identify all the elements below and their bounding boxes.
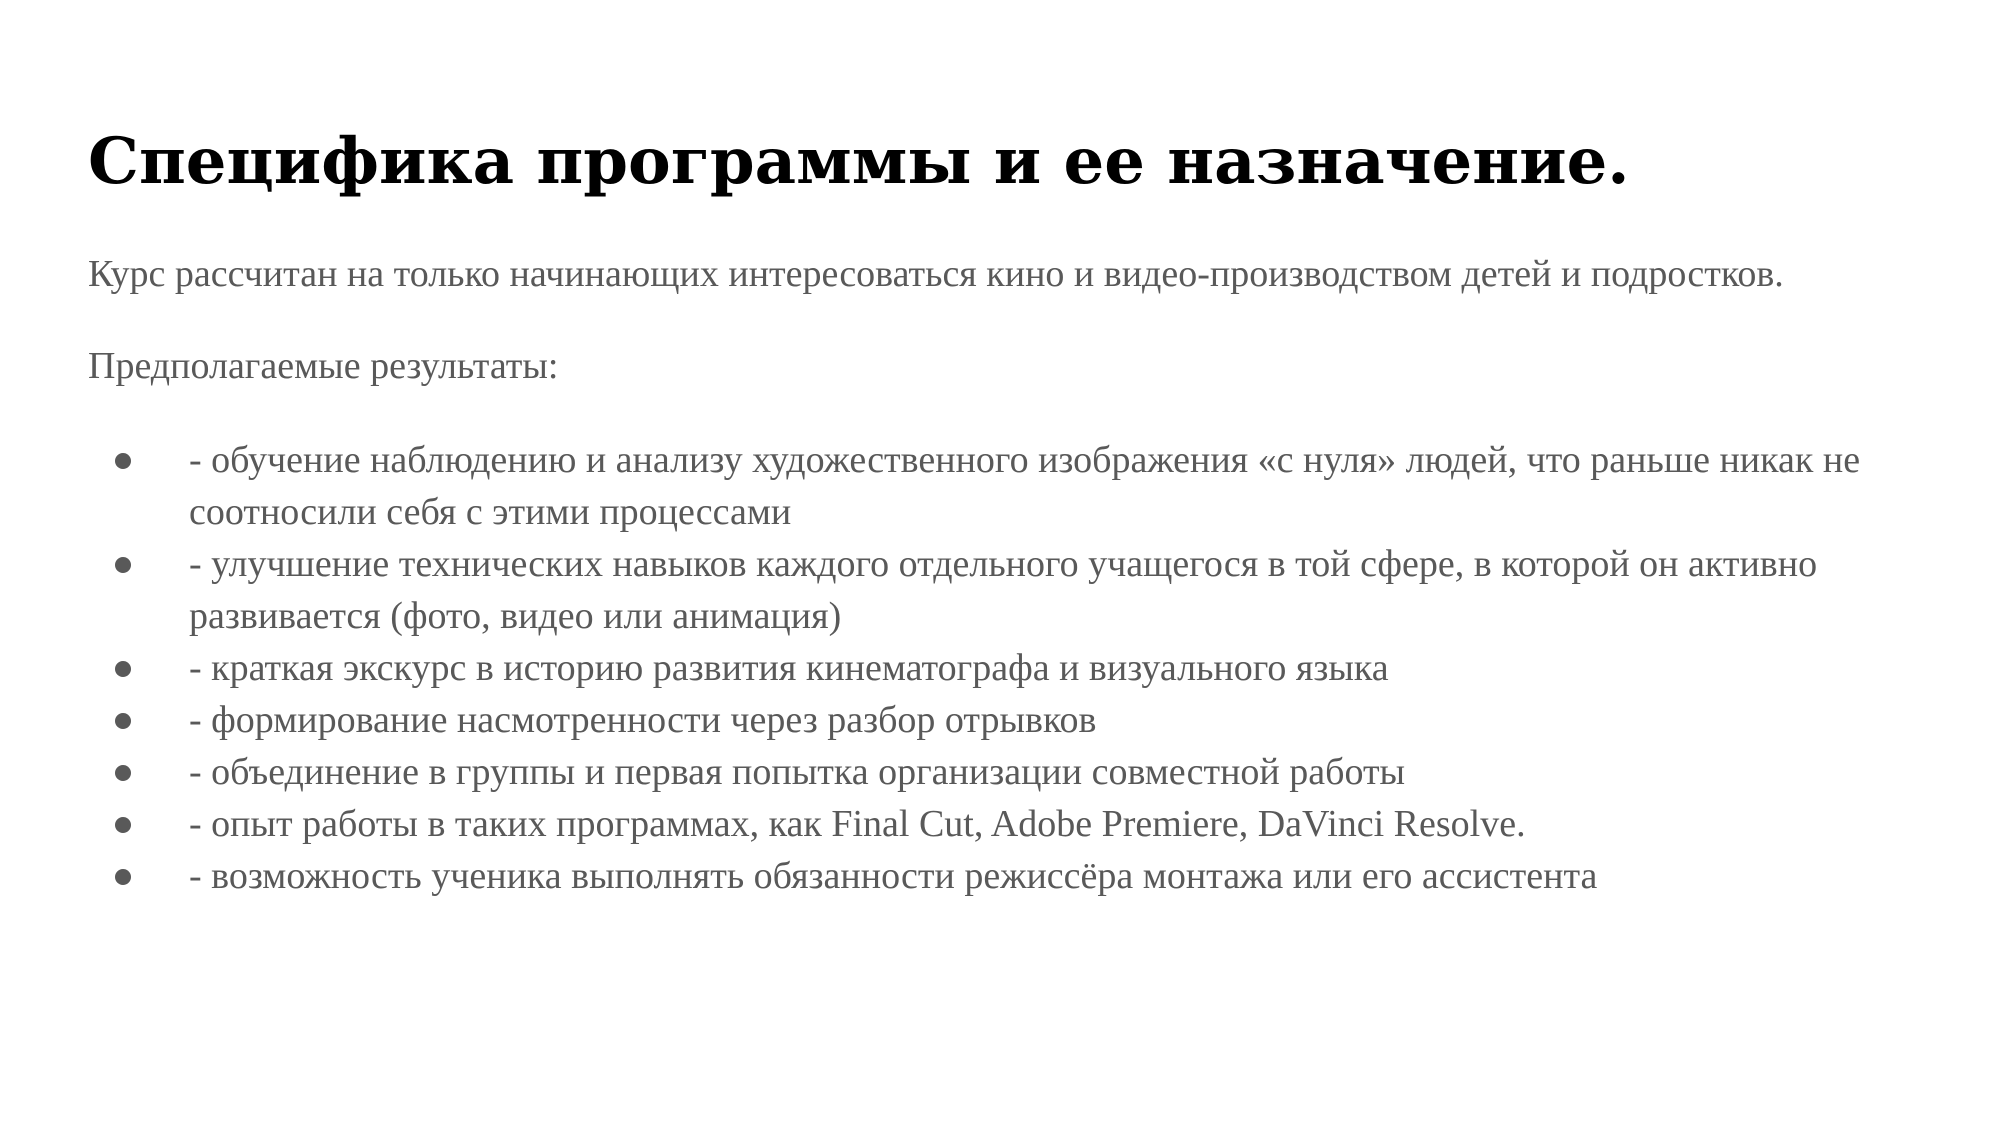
list-item: [88, 694, 1948, 746]
bullet-dot-icon: [115, 713, 131, 729]
slide-title: Специфика программы и ее назначение.: [88, 124, 1630, 199]
list-item-text: - опыт работы в таких программах, как Final Cut, Adobe Premiere, DaVinci Resolve.: [189, 803, 1526, 845]
list-item: [88, 746, 1948, 798]
list-item: [88, 434, 1948, 538]
bullet-dot-icon: [115, 817, 131, 833]
list-item: [88, 538, 1948, 642]
bullet-dot-icon: [115, 453, 131, 469]
results-heading: Предполагаемые результаты:: [88, 345, 559, 387]
list-item: [88, 850, 1948, 902]
list-item-text: - краткая экскурс в историю развития кинематографа и визуального языка: [189, 647, 1389, 689]
list-item-text: - улучшение технических навыков каждого отдельного учащегося в той сфере, в которой он активно развивается (фото, видео или анимация): [189, 543, 1818, 637]
results-list: [88, 434, 1948, 902]
intro-text: Курс рассчитан на только начинающих интересоваться кино и видео-производством детей и подростков.: [88, 253, 1784, 295]
bullet-dot-icon: [115, 765, 131, 781]
list-item-text: - формирование насмотренности через разбор отрывков: [189, 699, 1097, 741]
list-item: [88, 642, 1948, 694]
list-item-text: - возможность ученика выполнять обязанности режиссёра монтажа или его ассистента: [189, 855, 1598, 897]
bullet-dot-icon: [115, 869, 131, 885]
list-item-text: - объединение в группы и первая попытка организации совместной работы: [189, 751, 1406, 793]
bullet-dot-icon: [115, 557, 131, 573]
bullet-dot-icon: [115, 661, 131, 677]
list-item-text: - обучение наблюдению и анализу художественного изображения «с нуля» людей, что раньше никак не соотносили себя с этими процессами: [189, 439, 1861, 533]
list-item: [88, 798, 1948, 850]
